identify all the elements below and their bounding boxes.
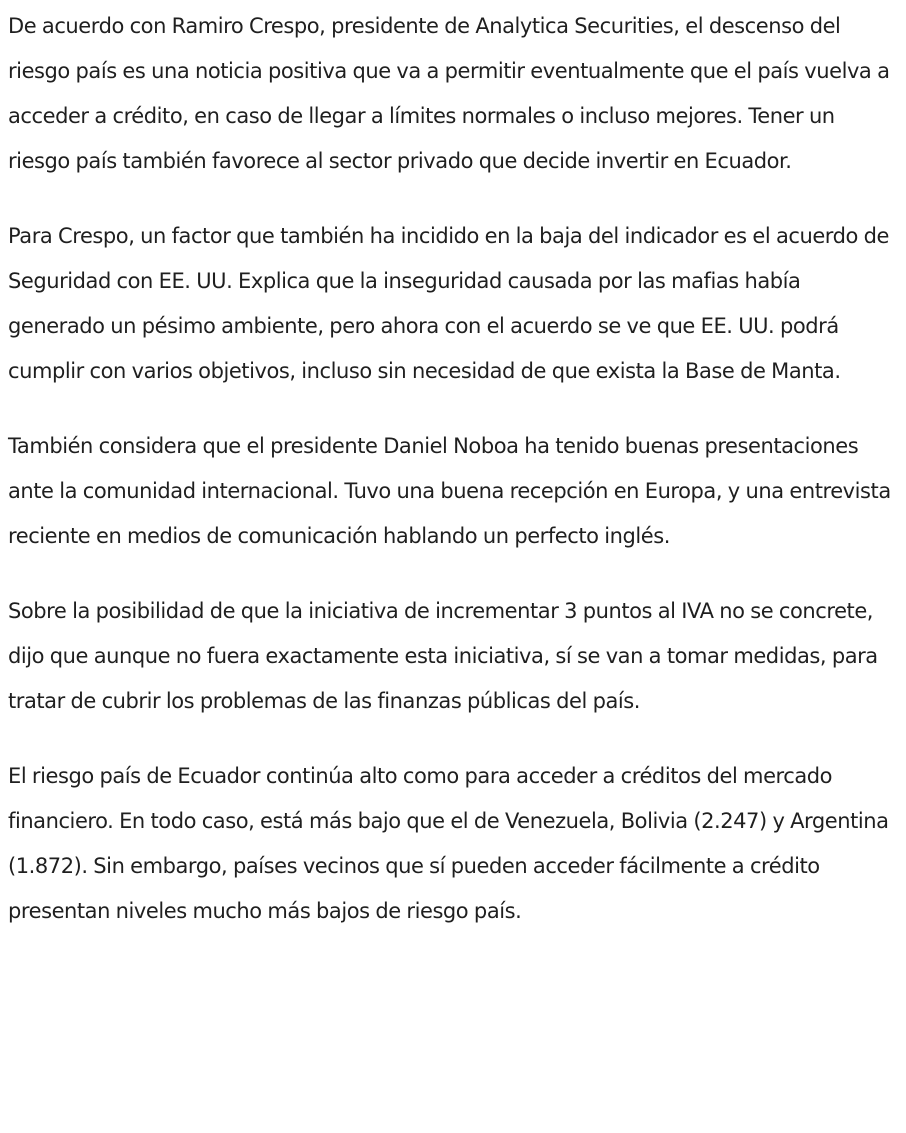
paragraph: El riesgo país de Ecuador continúa alto como para acceder a créditos del mercado financiero. En todo caso, está más bajo que el de Venezuela, Bolivia (2.247) y Argentina (1.872). Sin embargo, países vecinos que sí pueden acceder fácilmente a crédito presentan niveles mucho más bajos de riesgo país. xyxy=(8,764,889,923)
paragraph: También considera que el presidente Daniel Noboa ha tenido buenas presentaciones ante la comunidad internacional. Tuvo una buena recepción en Europa, y una entrevista reciente en medios de comunicación hablando un perfecto inglés. xyxy=(8,434,891,548)
paragraph: De acuerdo con Ramiro Crespo, presidente de Analytica Securities, el descenso del riesgo país es una noticia positiva que va a permitir eventualmente que el país vuelva a acceder a crédito, en caso de llegar a límites normales o incluso mejores. Tener un riesgo país también favorece al sector privado que decide invertir en Ecuador. xyxy=(8,14,890,173)
paragraph: Sobre la posibilidad de que la iniciativa de incrementar 3 puntos al IVA no se concrete, dijo que aunque no fuera exactamente esta iniciativa, sí se van a tomar medidas, para tratar de cubrir los problemas de las finanzas públicas del país. xyxy=(8,599,878,713)
article-body xyxy=(8,4,898,934)
paragraph: Para Crespo, un factor que también ha incidido en la baja del indicador es el acuerdo de Seguridad con EE. UU. Explica que la inseguridad causada por las mafias había generado un pésimo ambiente, pero ahora con el acuerdo se ve que EE. UU. podrá cumplir con varios objetivos, incluso sin necesidad de que exista la Base de Manta. xyxy=(8,224,889,383)
